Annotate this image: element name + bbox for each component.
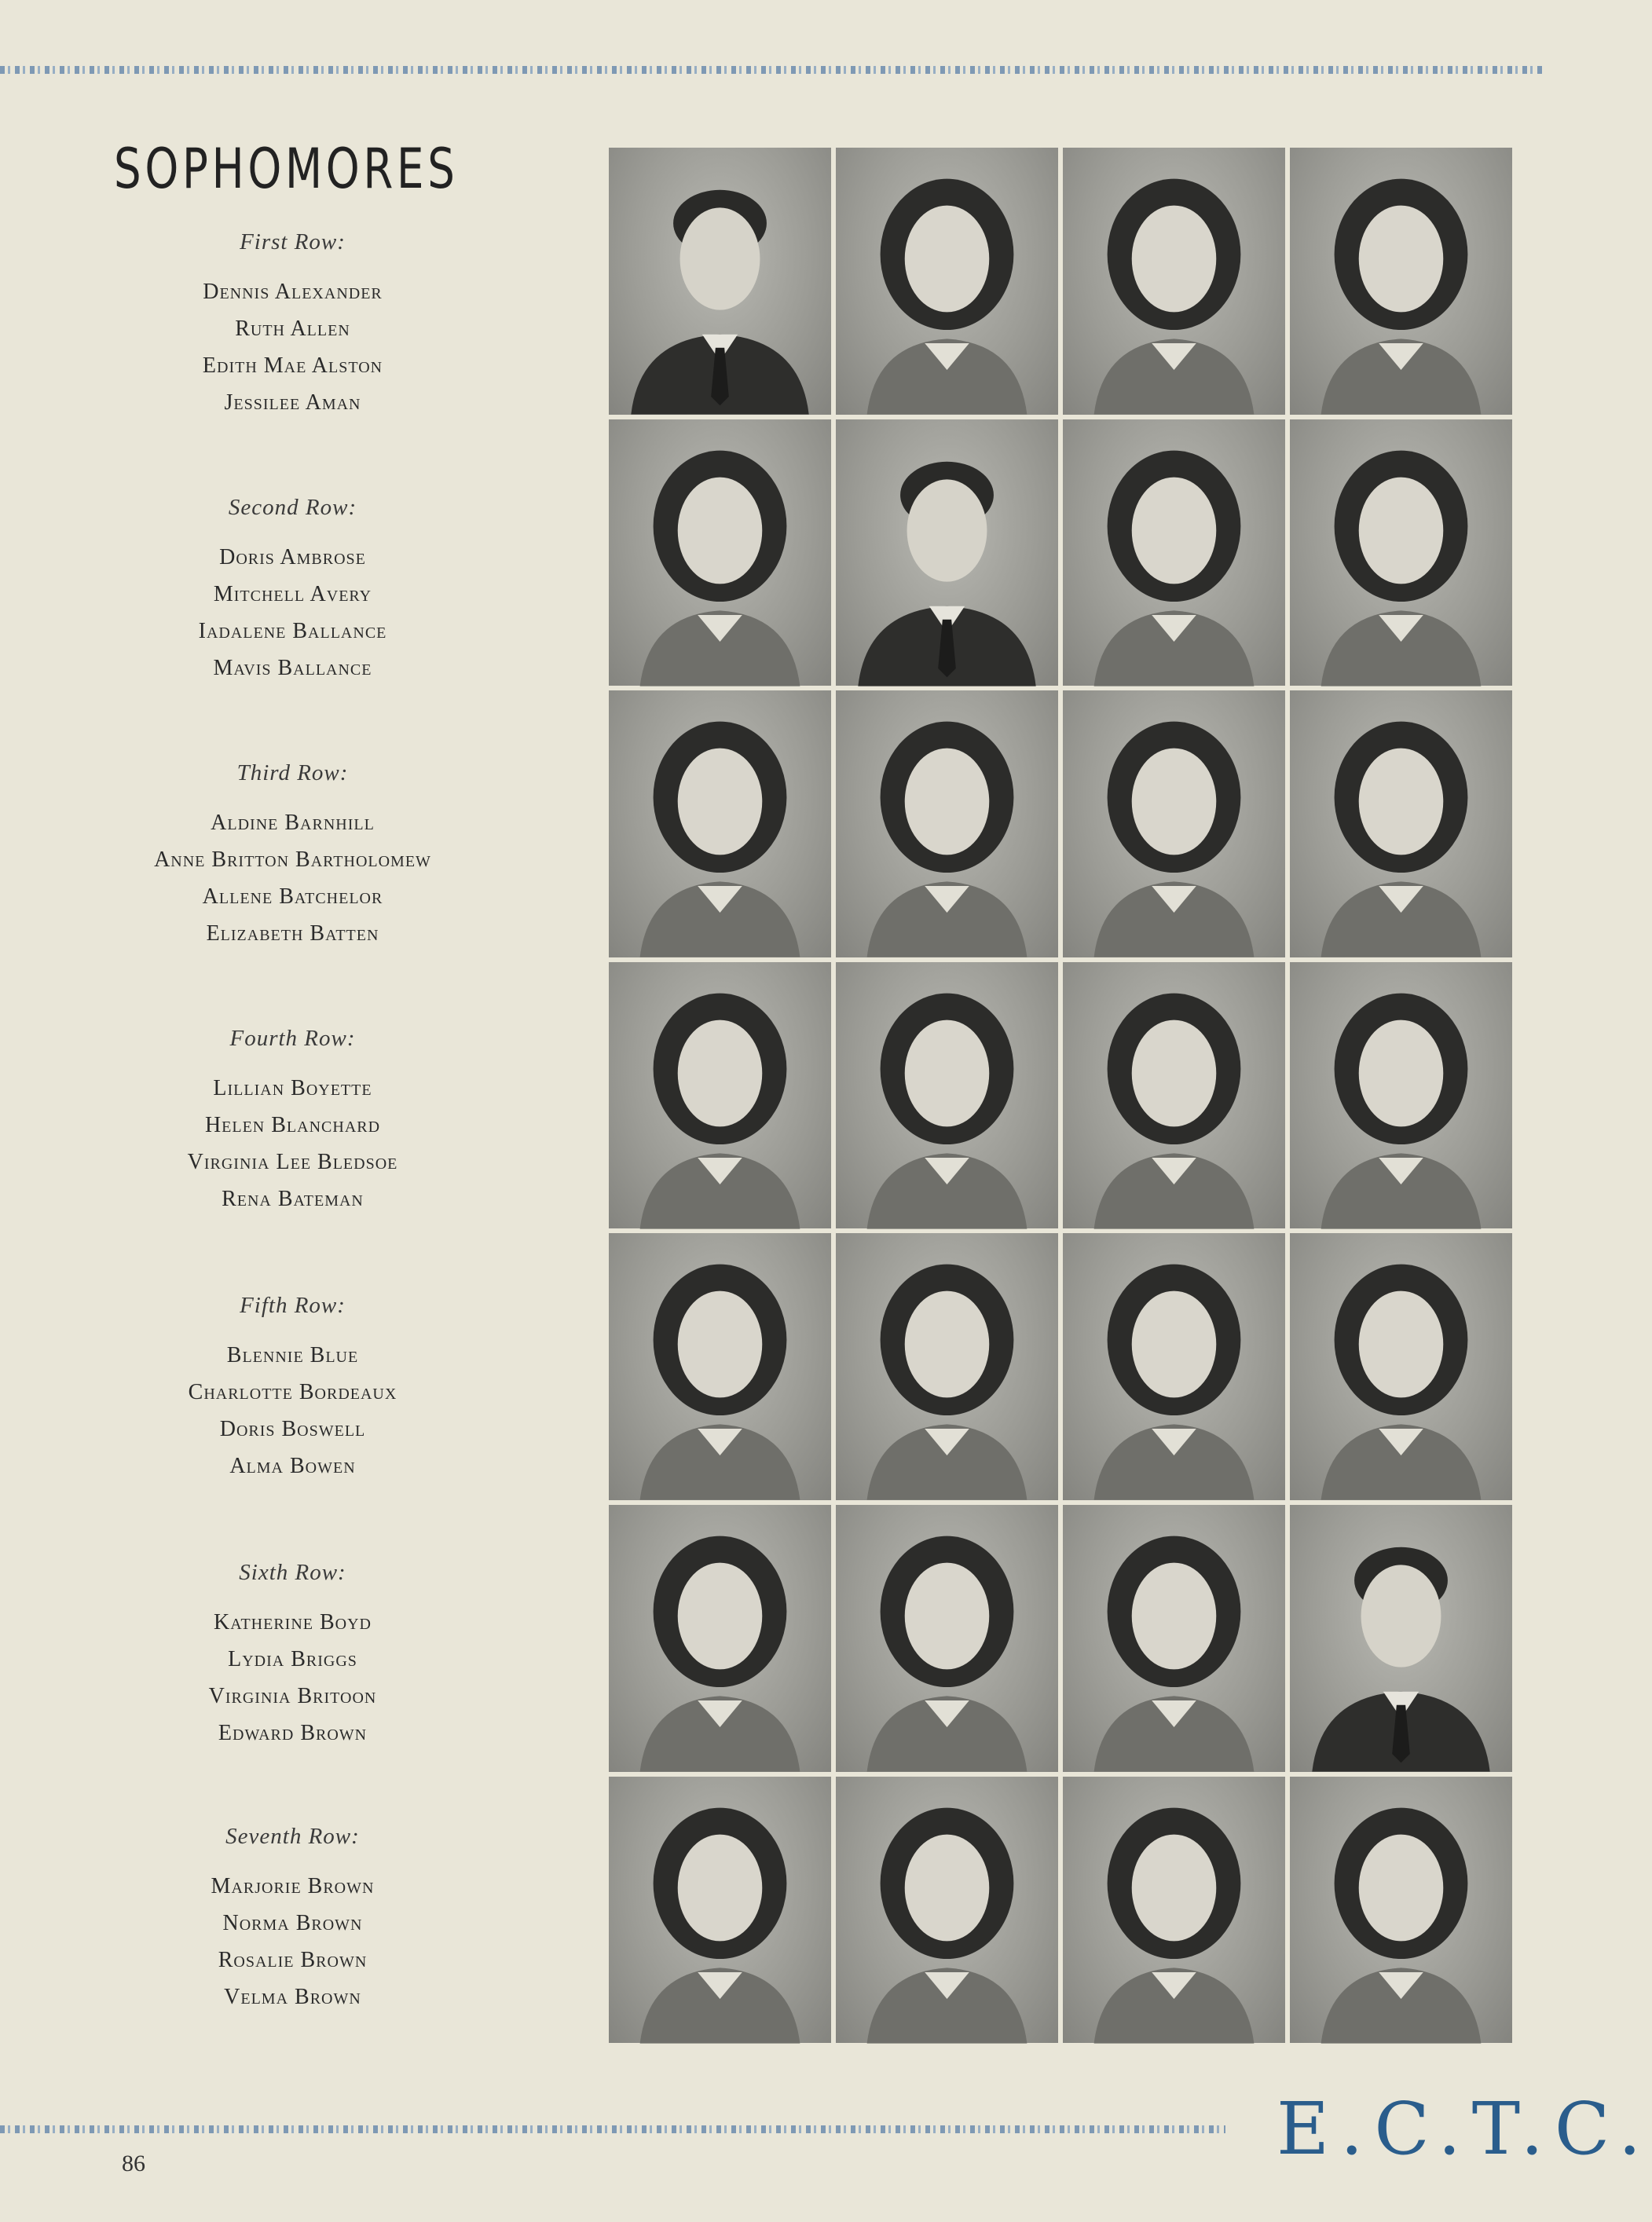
row-group-6 (79, 1560, 507, 1752)
woman-portrait-icon (609, 1777, 831, 2044)
woman-portrait-icon (836, 1777, 1058, 2044)
portrait-photo (1063, 962, 1285, 1229)
portrait-photo (1063, 1233, 1285, 1500)
portrait-photo (836, 962, 1058, 1229)
portrait-photo (836, 1233, 1058, 1500)
student-name: Virginia Lee Bledsoe (187, 1150, 398, 1174)
portrait-photo (609, 148, 831, 415)
row-label: First Row: (240, 229, 346, 254)
woman-portrait-icon (836, 1233, 1058, 1500)
woman-portrait-icon (1063, 690, 1285, 957)
woman-portrait-icon (609, 1233, 831, 1500)
man-portrait-icon (836, 419, 1058, 686)
woman-portrait-icon (1290, 1233, 1512, 1500)
man-portrait-icon (1290, 1505, 1512, 1772)
woman-portrait-icon (1063, 962, 1285, 1229)
decorative-bottom-border (0, 2125, 1225, 2133)
row-label: Fifth Row: (240, 1293, 346, 1318)
student-name: Jessilee Aman (224, 390, 361, 415)
portrait-photo (836, 690, 1058, 957)
student-name: Norma Brown (222, 1911, 363, 1935)
row-group-3 (79, 760, 507, 952)
row-label: Fourth Row: (229, 1026, 356, 1051)
row-group-5 (79, 1293, 507, 1484)
woman-portrait-icon (1290, 419, 1512, 686)
row-label: Second Row: (228, 495, 357, 520)
woman-portrait-icon (836, 1505, 1058, 1772)
woman-portrait-icon (609, 1505, 831, 1772)
student-name: Anne Britton Bartholomew (154, 847, 431, 872)
student-name: Dennis Alexander (203, 280, 383, 304)
portrait-photo (1063, 1777, 1285, 2044)
woman-portrait-icon (1063, 419, 1285, 686)
student-name: Alma Bowen (229, 1454, 356, 1478)
student-name: Edward Brown (218, 1721, 368, 1745)
school-mark: E.C.T.C. (1277, 2087, 1652, 2171)
woman-portrait-icon (609, 690, 831, 957)
woman-portrait-icon (836, 962, 1058, 1229)
portrait-photo (1063, 148, 1285, 415)
row-group-2 (79, 495, 507, 686)
woman-portrait-icon (836, 148, 1058, 415)
woman-portrait-icon (1290, 1777, 1512, 2044)
student-name: Katherine Boyd (214, 1610, 372, 1634)
portrait-grid (609, 148, 1512, 2013)
row-label: Seventh Row: (225, 1824, 360, 1849)
row-label: Third Row: (236, 760, 349, 785)
student-name: Lydia Briggs (228, 1647, 357, 1671)
portrait-photo (1290, 1233, 1512, 1500)
page-title: SOPHOMORES (114, 137, 459, 201)
woman-portrait-icon (1290, 690, 1512, 957)
student-name: Velma Brown (224, 1985, 361, 2009)
student-name: Lillian Boyette (213, 1076, 372, 1100)
woman-portrait-icon (1290, 962, 1512, 1229)
portrait-photo (836, 419, 1058, 686)
woman-portrait-icon (609, 419, 831, 686)
woman-portrait-icon (1063, 148, 1285, 415)
student-name: Marjorie Brown (211, 1874, 375, 1898)
woman-portrait-icon (1063, 1505, 1285, 1772)
woman-portrait-icon (1063, 1233, 1285, 1500)
woman-portrait-icon (609, 962, 831, 1229)
student-name: Aldine Barnhill (211, 811, 375, 835)
portrait-photo (1290, 690, 1512, 957)
student-name: Mavis Ballance (213, 656, 372, 680)
student-name: Ruth Allen (235, 317, 350, 341)
page-number: 86 (122, 2151, 145, 2176)
portrait-photo (609, 1505, 831, 1772)
portrait-photo (609, 1777, 831, 2044)
row-group-7 (79, 1824, 507, 2015)
portrait-photo (1063, 690, 1285, 957)
student-name: Rosalie Brown (218, 1948, 368, 1972)
portrait-photo (1290, 419, 1512, 686)
student-name: Rena Bateman (222, 1187, 364, 1211)
row-group-1 (79, 229, 507, 421)
student-name: Doris Boswell (219, 1417, 366, 1441)
student-name: Iadalene Ballance (198, 619, 387, 643)
portrait-photo (609, 962, 831, 1229)
portrait-photo (609, 1233, 831, 1500)
student-name: Mitchell Avery (213, 582, 372, 606)
student-name: Allene Batchelor (202, 884, 383, 909)
portrait-photo (836, 1505, 1058, 1772)
student-name: Charlotte Bordeaux (188, 1380, 397, 1404)
decorative-top-border (0, 66, 1544, 74)
portrait-photo (1290, 962, 1512, 1229)
student-name: Virginia Britoon (208, 1684, 377, 1708)
student-name: Doris Ambrose (219, 545, 366, 569)
row-group-4 (79, 1026, 507, 1217)
row-label: Sixth Row: (239, 1560, 346, 1585)
woman-portrait-icon (1290, 148, 1512, 415)
portrait-photo (1290, 1505, 1512, 1772)
portrait-photo (1290, 1777, 1512, 2044)
portrait-photo (1290, 148, 1512, 415)
woman-portrait-icon (836, 690, 1058, 957)
man-portrait-icon (609, 148, 831, 415)
portrait-photo (836, 148, 1058, 415)
student-name: Blennie Blue (226, 1343, 359, 1367)
portrait-photo (1063, 419, 1285, 686)
student-name: Edith Mae Alston (202, 353, 383, 378)
student-name: Helen Blanchard (204, 1113, 381, 1137)
portrait-photo (609, 419, 831, 686)
portrait-photo (609, 690, 831, 957)
student-name: Elizabeth Batten (206, 921, 379, 946)
woman-portrait-icon (1063, 1777, 1285, 2044)
portrait-photo (1063, 1505, 1285, 1772)
portrait-photo (836, 1777, 1058, 2044)
